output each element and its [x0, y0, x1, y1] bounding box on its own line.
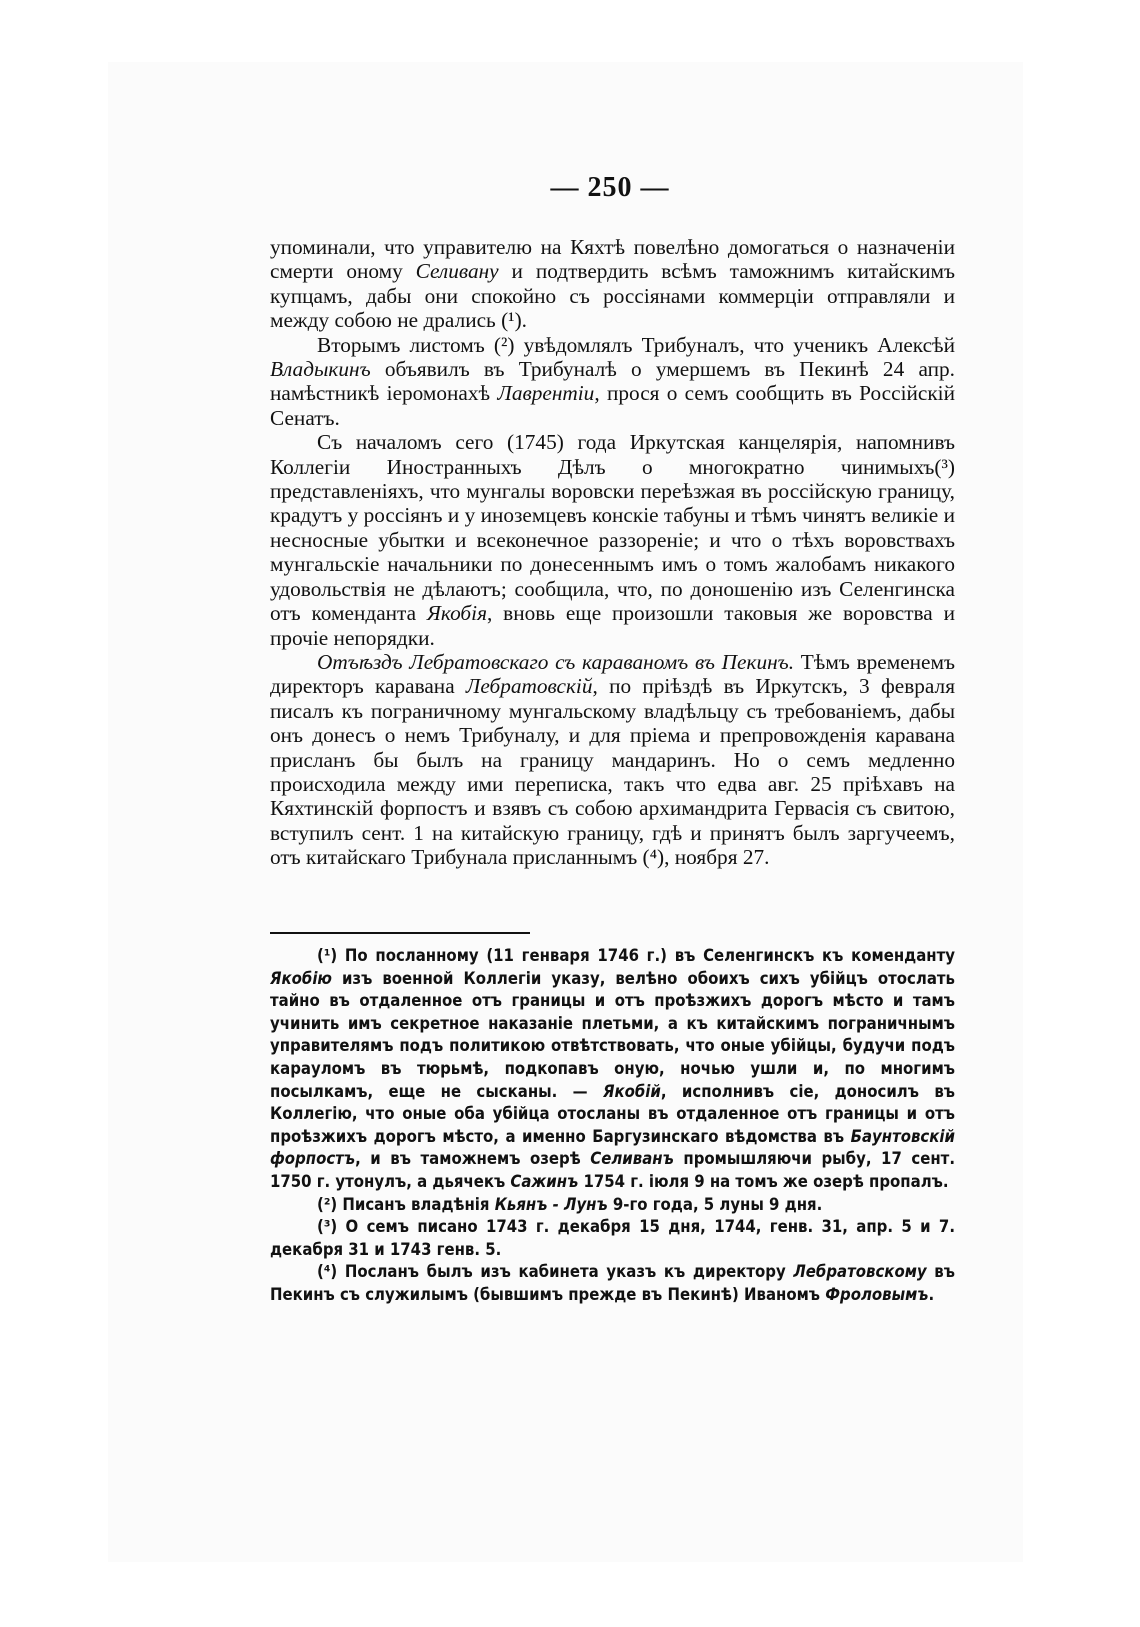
text-run: , прося о семъ сообщить въ Россійскій Сенатъ.	[270, 381, 956, 430]
paragraph-2	[270, 333, 955, 431]
text-run: объявилъ въ Трибуналѣ о умершемъ въ Пекинѣ 24 апр. намѣстникѣ іеромонахѣ	[270, 357, 955, 406]
footnotes	[270, 945, 955, 1307]
text-run: Писанъ владѣнія	[337, 1194, 495, 1214]
body-text	[270, 235, 955, 870]
text-run: Съ началомъ сего (1745) года Иркутская канцелярія, напомнивъ Коллегіи Иностранныхъ Дѣлъ о многократно чинимыхъ	[270, 430, 955, 479]
text-run: .	[521, 308, 527, 333]
footnote-ref: (⁴)	[642, 845, 665, 870]
text-run: и подтвердить всѣмъ таможнимъ китайскимъ купцамъ, дабы они спокойно съ россіянами коммерціи отправляли и между собою не дрались	[270, 259, 955, 333]
italic-name: Сажинъ	[510, 1171, 579, 1191]
text-run: , и въ таможнемъ озерѣ	[355, 1149, 591, 1169]
text-run: О семъ писано 1743 г. декабря 15 дня, 1744, генв. 31, апр. 5 и 7. декабря 31 и 1743 генв. 5.	[270, 1217, 955, 1259]
footnote-ref: (¹)	[501, 308, 522, 333]
footnote-mark: (²)	[317, 1194, 338, 1214]
italic-name: Якобію	[270, 968, 332, 988]
text-run: представленіяхъ, что мунгалы воровски переѣзжая въ россійскую границу, крадутъ у россіянъ и у иноземцевъ конскіе табуны и тѣмъ чинятъ великіе и несносные убытки и всеконечное раззореніе; и что о тѣхъ воровствахъ мунгальскіе начальники по донесеннымъ имъ о томъ жалобамъ никакого удовольствія не дѣлаютъ; сообщила, что, по доношенію изъ Селенгинска отъ коменданта	[270, 479, 955, 626]
page-number: — 250 —	[550, 172, 670, 203]
footnote-2	[270, 1194, 955, 1217]
text-run: , исполнивъ сіе, доносилъ въ Коллегію, что оные оба убійца отосланы въ отдаленное отъ границы и отъ проѣзжихъ дорогъ мѣсто, а именно Баргузинскаго вѣдомства въ	[270, 1081, 955, 1146]
text-run: увѣдомлялъ Трибуналъ, что ученикъ Алексѣй	[514, 332, 955, 357]
text-run: упоминали, что управителю на Кяхтѣ повелѣно домогаться о назначеніи смерти оному	[270, 235, 955, 284]
italic-name: Якобія	[426, 601, 487, 626]
text-run: Тѣмъ временемъ директоръ каравана	[270, 649, 955, 699]
text-run: По посланному (11 генваря 1746 г.) въ Селенгинскъ къ коменданту	[337, 946, 955, 965]
italic-name: Баунтовскій форпостъ	[270, 1126, 955, 1169]
text-run: , по пріѣздѣ въ Иркутскъ, 3 февраля писалъ къ пограничному мунгальскому владѣльцу съ требованіемъ, дабы онъ донесъ о немъ Трибуналу, и для пріема и препровожденія каравана присланъ бы былъ на границу мандаринъ. Но о семъ медленно происходила между ими переписка, такъ что едва авг. 25 пріѣхавъ на Кяхтинскій форпостъ и взявъ съ собою архимандрита Гервасія съ свитою, вступилъ сент. 1 на китайскую границу, гдѣ и принятъ былъ заргучеемъ, отъ китайскаго Трибунала присланнымъ	[270, 674, 955, 870]
text-run: въ Пекинъ съ служилымъ (бывшимъ прежде въ Пекинѣ) Иваномъ	[270, 1262, 955, 1304]
italic-name: Кьянъ - Лунъ	[494, 1194, 608, 1214]
text-run: Вторымъ листомъ	[317, 332, 494, 357]
text-run: 1754 г. іюля 9 на томъ же озерѣ пропалъ.	[578, 1171, 949, 1191]
footnote-3	[270, 1216, 955, 1261]
footnote-mark: (⁴)	[317, 1262, 338, 1282]
italic-name: Лебратовскій	[465, 674, 593, 699]
text-run: .	[928, 1284, 935, 1304]
footnote-ref: (²)	[493, 332, 515, 357]
italic-name: Якобій	[602, 1081, 661, 1101]
italic-name: Селиванъ	[590, 1149, 674, 1169]
paragraph-1	[270, 235, 955, 333]
paragraph-3	[270, 430, 955, 650]
footnote-ref: (³)	[934, 454, 955, 479]
italic-name: Владыкинъ	[270, 357, 371, 382]
footnote-divider	[270, 932, 530, 934]
text-run: изъ военной Коллегіи указу, велѣно обоихъ сихъ убійцъ отослать тайно въ отдаленное отъ границы и отъ проѣзжихъ дорогъ мѣсто и тамъ учинить имъ секретное наказаніе плетьми, а къ китайскимъ пограничнымъ управителямъ подъ политикою отвѣтствовать, что оные убійцы, будучи подъ карауломъ въ тюрьмѣ, подкопавъ оную, ночью ушли и, по многимъ посылкамъ, еще не сысканы. —	[270, 968, 955, 1101]
italic-name: Лаврентіи	[497, 381, 595, 406]
footnote-mark: (¹)	[317, 946, 338, 965]
text-run: промышляючи рыбу, 17 сент. 1750 г. утонулъ, а дьячекъ	[270, 1149, 956, 1191]
footnote-mark: (³)	[317, 1217, 338, 1237]
text-run: , ноября 27.	[664, 845, 770, 870]
italic-name: Селивану	[415, 259, 499, 284]
footnote-1	[270, 945, 955, 1194]
section-heading: Отъѣздъ Лебратовскаго съ караваномъ въ Пекинъ.	[317, 649, 795, 674]
text-run: Посланъ былъ изъ кабинета указъ къ директору	[337, 1262, 794, 1282]
italic-name: Фроловымъ	[825, 1284, 929, 1304]
italic-name: Лебратовскому	[793, 1262, 927, 1282]
text-run: 9-го года, 5 луны 9 дня.	[607, 1194, 823, 1214]
footnote-4	[270, 1261, 955, 1306]
text-run: , вновь еще произошли таковыя же воровства и прочіе непорядки.	[270, 601, 955, 650]
paragraph-4	[270, 650, 955, 870]
